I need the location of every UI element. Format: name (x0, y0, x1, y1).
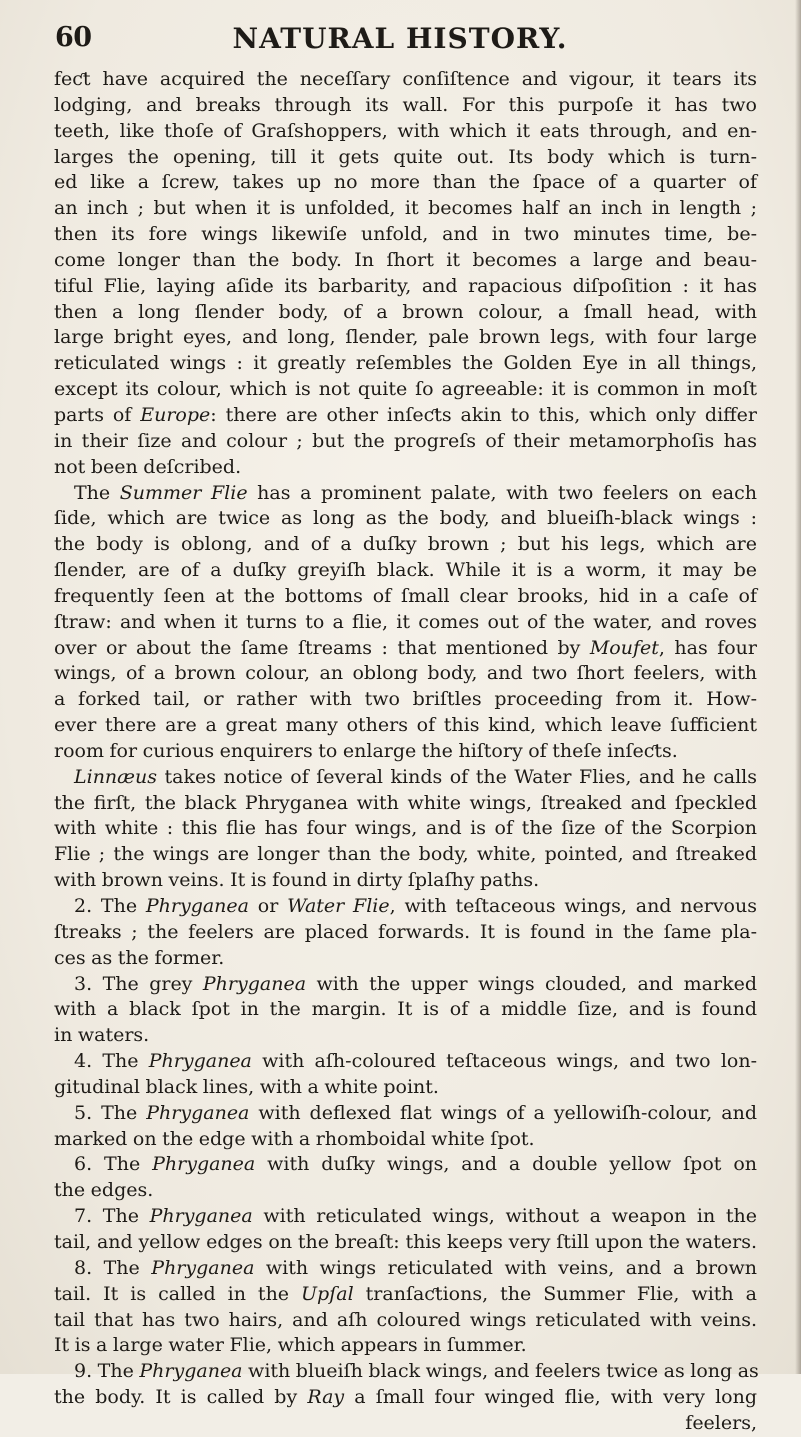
text-line (54, 93, 757, 119)
text-line (54, 894, 757, 920)
text-line (54, 248, 757, 274)
text-run: not been deſcribed. (54, 455, 242, 478)
text-run: tiful Flie, laying aſide its barbarity, and rapacious diſpoſition : it has (54, 274, 757, 297)
text-line (54, 429, 757, 455)
italic-text: Summer Flie (119, 481, 248, 504)
text-run: ſtreaks ; the feelers are placed forwards. It is found in the ſame pla- (54, 920, 757, 943)
text-run: the body is oblong, and of a duſky brown ; but his legs, which are (54, 533, 757, 556)
text-line (54, 506, 757, 532)
text-run: over or about the ſame ſtreams : that mentioned by (54, 636, 590, 659)
italic-text: Water Flie (287, 895, 390, 917)
text-run: 6. The (74, 1153, 153, 1176)
text-line (54, 713, 757, 739)
text-run: with aſh-coloured teſtaceous wings, and two lon- (251, 1050, 757, 1073)
text-run: in their ſize and colour ; but the progreſs of their metamorphoſis has (54, 429, 757, 452)
text-run: ces as the former. (54, 946, 225, 969)
text-line (54, 1075, 757, 1101)
body-text (54, 67, 757, 1437)
text-run: ſlender, are of a duſky greyiſh black. While it is a worm, it may be (54, 559, 757, 582)
text-line (54, 1385, 757, 1411)
text-run: 7. The (74, 1205, 150, 1228)
italic-text: Phryganea (139, 1360, 243, 1383)
text-run: , has four (658, 636, 757, 659)
text-run: 2. The (74, 895, 146, 917)
text-run: 3. The grey (74, 972, 203, 995)
text-run: the firſt, the black Phryganea with white wings, ſtreaked and ſpeckled (54, 791, 757, 814)
italic-text: Linnæus (74, 765, 158, 788)
text-line (54, 920, 757, 946)
text-run: tail that has two hairs, and aſh coloured wings reticulated with veins. (54, 1308, 757, 1331)
italic-text: Moufet (589, 636, 659, 659)
text-line (54, 196, 757, 222)
text-line (54, 1359, 757, 1385)
text-run: tranſaƈtions, the Summer Flie, with a (353, 1282, 757, 1305)
text-run: larges the opening, till it gets quite out. Its body which is turn- (54, 145, 757, 168)
italic-text: Phryganea (149, 1205, 253, 1228)
text-run: with duſky wings, and a double yellow ſpot on (255, 1153, 757, 1176)
text-line (54, 972, 757, 998)
text-run: The (74, 481, 120, 504)
text-line (54, 739, 757, 765)
text-line (54, 816, 757, 842)
text-line (54, 584, 757, 610)
text-run: in waters. (54, 1024, 150, 1047)
text-run: Flie ; the wings are longer than the body, white, pointed, and ſtreaked (54, 843, 757, 866)
text-line (54, 455, 757, 481)
page-number: 60 (55, 22, 92, 53)
text-line (54, 1049, 757, 1075)
text-run: with brown veins. It is found in dirty ſplaſhy paths. (54, 869, 540, 892)
text-run: ever there are a great many others of this kind, which leave ſufficient (54, 714, 757, 737)
text-line (54, 1308, 757, 1334)
text-line (54, 946, 757, 972)
text-run: wings, of a brown colour, an oblong body, and two ſhort feelers, with (54, 662, 757, 685)
text-run: with wings reticulated with veins, and a brown (254, 1256, 757, 1279)
text-run: then its fore wings likewiſe unfold, and in two minutes time, be- (54, 223, 757, 246)
text-line (54, 842, 757, 868)
italic-text: Phryganea (146, 1101, 250, 1124)
text-run: , with teſtaceous wings, and nervous (389, 895, 757, 917)
text-run: with white : this flie has four wings, and is of the ſize of the Scorpion (54, 817, 757, 840)
text-run: takes notice of ſeveral kinds of the Water Flies, and he calls (157, 765, 757, 788)
text-line (54, 1101, 757, 1127)
text-line (54, 170, 757, 196)
text-line (54, 1204, 757, 1230)
text-run: large bright eyes, and long, ſlender, pale brown legs, with four large (54, 326, 757, 349)
page-header (55, 22, 745, 62)
text-run: teeth, like thoſe of Graſshoppers, with which it eats through, and en- (54, 119, 757, 142)
text-line (54, 1127, 757, 1153)
italic-text: Upſal (301, 1282, 354, 1305)
text-run: It is a large water Flie, which appears in ſummer. (54, 1334, 527, 1357)
text-line (54, 145, 757, 171)
text-line (54, 1023, 757, 1049)
text-line (54, 791, 757, 817)
text-run: reticulated wings : it greatly reſembles the Golden Eye in all things, (54, 352, 757, 375)
text-run: has a prominent palate, with two feelers on each (247, 481, 757, 504)
text-run: 4. The (74, 1050, 149, 1073)
text-line (54, 1152, 757, 1178)
text-line (54, 868, 757, 894)
text-line (54, 481, 757, 507)
text-line (54, 325, 757, 351)
italic-text: Phryganea (152, 1153, 256, 1176)
text-run: ed like a ſcrew, takes up no more than the ſpace of a quarter of (54, 171, 757, 194)
text-line (54, 765, 757, 791)
italic-text: Ray (307, 1386, 345, 1409)
text-run: lodging, and breaks through its wall. For this purpoſe it has two (54, 93, 757, 116)
italic-text: Phryganea (145, 895, 249, 917)
text-line (54, 300, 757, 326)
text-run: ſide, which are twice as long as the body, and blueiſh-black wings : (54, 507, 757, 530)
text-run: feƈt have acquired the neceſſary conſiſtence and vigour, it tears its (54, 68, 757, 90)
text-run: 9. The (74, 1360, 140, 1383)
text-line (54, 636, 757, 662)
text-line (54, 661, 757, 687)
running-head: NATURAL HISTORY. (232, 22, 568, 55)
text-run: 8. The (74, 1256, 152, 1279)
text-run: parts of (54, 403, 141, 426)
italic-text: Phryganea (202, 972, 307, 995)
page-edge-shadow (795, 0, 801, 1374)
text-line (54, 377, 757, 403)
text-run: : there are other inſeƈts akin to this, which only differ (210, 403, 757, 426)
text-run: an inch ; but when it is unfolded, it becomes half an inch in length ; (54, 197, 757, 220)
text-line (54, 351, 757, 377)
text-run: then a long ſlender body, of a brown colour, a ſmall head, with (54, 300, 757, 323)
text-run: a ſmall four winged flie, with very long (344, 1386, 757, 1409)
text-run: with blueiſh black wings, and feelers twice as long as (242, 1360, 759, 1383)
text-line (54, 1178, 757, 1204)
text-run: or (249, 895, 288, 917)
text-line (54, 119, 757, 145)
text-run: tail, and yellow edges on the breaſt: this keeps very ſtill upon the waters. (54, 1230, 757, 1253)
text-run: with a black ſpot in the margin. It is of a middle ſize, and is found (54, 998, 757, 1021)
catchword: feelers, (685, 1411, 757, 1434)
text-line (54, 274, 757, 300)
text-run: a forked tail, or rather with two briſtles proceeding from it. How- (54, 688, 757, 711)
text-line (54, 222, 757, 248)
italic-text: Phryganea (151, 1256, 255, 1279)
text-run: the edges. (54, 1179, 154, 1202)
text-run: room for curious enquirers to enlarge the hiſtory of theſe inſeƈts. (54, 739, 678, 762)
text-run: gitudinal black lines, with a white point. (54, 1075, 439, 1098)
text-line (54, 1256, 757, 1282)
text-line (54, 1230, 757, 1256)
text-run: frequently ſeen at the bottoms of ſmall clear brooks, hid in a caſe of (54, 584, 757, 607)
text-line (54, 997, 757, 1023)
text-run: with reticulated wings, without a weapon in the (252, 1205, 757, 1228)
text-line (54, 687, 757, 713)
text-run: tail. It is called in the (54, 1282, 302, 1305)
italic-text: Phryganea (148, 1050, 252, 1073)
text-run: with the upper wings clouded, and marked (306, 972, 758, 995)
text-run: with deflexed flat wings of a yellowiſh-colour, and (249, 1101, 757, 1124)
text-line (54, 1333, 757, 1359)
text-line (54, 403, 757, 429)
italic-text: Europe (140, 403, 211, 426)
text-run: come longer than the body. In ſhort it becomes a large and beau- (54, 248, 757, 271)
text-line (54, 532, 757, 558)
text-run: marked on the edge with a rhomboidal white ſpot. (54, 1127, 535, 1150)
text-run: except its colour, which is not quite ſo agreeable: it is common in moſt (54, 378, 757, 401)
text-line (54, 558, 757, 584)
text-run: the body. It is called by (54, 1386, 308, 1409)
text-run: ſtraw: and when it turns to a flie, it comes out of the water, and roves (54, 610, 757, 633)
text-run: 5. The (74, 1101, 147, 1124)
text-line (54, 1282, 757, 1308)
text-line (54, 67, 757, 93)
text-line (54, 610, 757, 636)
